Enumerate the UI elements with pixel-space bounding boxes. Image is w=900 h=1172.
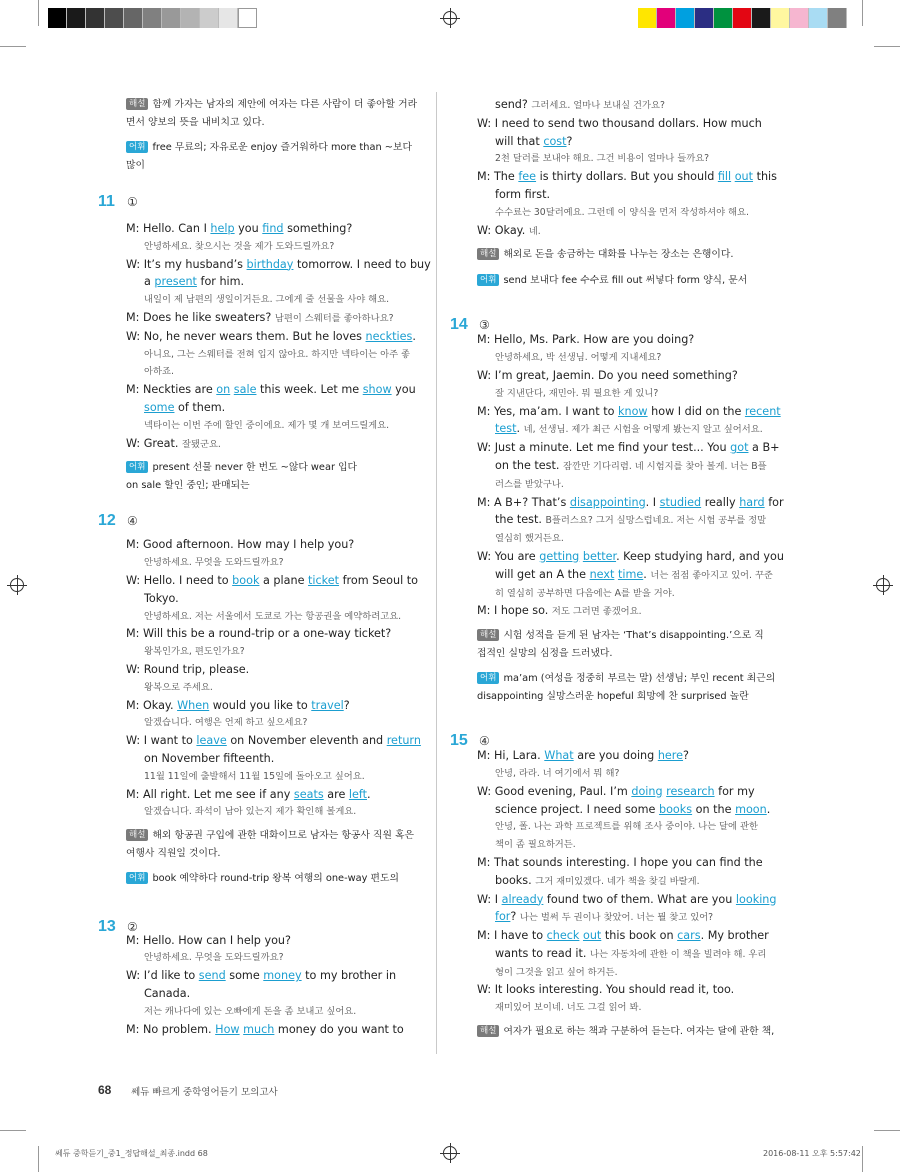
explanation-note: 접적인 실망의 심정을 드러냈다.	[477, 647, 613, 659]
dialogue-line: M: Does he like sweaters? 남편이 스웨터를 좋아하나요?	[126, 310, 394, 324]
crop-mark	[0, 1130, 26, 1131]
blank-answer: seats	[293, 787, 324, 801]
dialogue-line: W: Round trip, please.	[126, 662, 250, 676]
dialogue-line: M: All right. Let me see if any seats are left.	[126, 787, 371, 801]
translation: 안녕하세요, 박 선생님. 어떻게 지내세요?	[495, 352, 662, 364]
blank-answer: studied	[659, 495, 702, 509]
explanation-tag: 해설	[126, 829, 148, 841]
dialogue-line: W: It looks interesting. You should read it, too.	[477, 983, 735, 997]
vocabulary-tag: 어휘	[126, 141, 148, 153]
dialogue-line: will that cost?	[495, 134, 573, 148]
blank-answer: out	[734, 170, 754, 184]
translation: 히 열심히 공부하면 다음에는 A를 받을 거야.	[495, 587, 675, 599]
vocabulary-note: 많이	[126, 159, 145, 171]
vocabulary-note: disappointing 실망스러운 hopeful 희망에 찬 surprised 놀란	[477, 690, 749, 702]
dialogue-line: M: Yes, ma’am. I want to know how I did on the recent	[477, 404, 781, 418]
crop-mark	[874, 46, 900, 47]
explanation-note: 해설 해외 항공권 구입에 관한 대화이므로 남자는 항공사 직원 혹은	[126, 827, 426, 845]
blank-answer: recent	[744, 404, 781, 418]
dialogue-line: will get an A the next time. 너는 점점 좋아지고 있어. 꾸준	[495, 567, 773, 581]
print-timestamp: 2016-08-11 오후 5:57:42	[763, 1149, 861, 1158]
blank-answer: book	[232, 573, 260, 587]
blank-answer: check	[546, 929, 580, 943]
dialogue-line: M: Will this be a round-trip or a one-way ticket?	[126, 627, 392, 641]
blank-answer: When	[177, 698, 210, 712]
blank-answer: cost	[543, 134, 567, 148]
dialogue-line: W: Great. 잘됐군요.	[126, 436, 221, 450]
translation: 알겠습니다. 좌석이 남아 있는지 제가 확인해 볼게요.	[144, 806, 357, 818]
vocabulary-note: 어휘 free 무료의; 자유로운 enjoy 즐거워하다 more than ~보다	[126, 139, 426, 157]
vocabulary-note: 어휘 book 예약하다 round-trip 왕복 여행의 one-way 편도의	[126, 870, 426, 888]
blank-answer: some	[144, 400, 175, 414]
answer-11: ①	[127, 195, 138, 209]
blank-answer: out	[582, 929, 602, 943]
dialogue-line: some of them.	[144, 400, 226, 414]
translation: 내일이 제 남편의 생일이거든요. 그에게 줄 선물을 사야 해요.	[144, 294, 390, 306]
file-slug: 쎄듀 중학듣기_중1_정답해설_최종.indd 68	[55, 1149, 208, 1158]
dialogue-line: W: It’s my husband’s birthday tomorrow. I need to buy	[126, 257, 431, 271]
blank-answer: leave	[196, 734, 227, 748]
explanation-tag: 해설	[477, 629, 499, 641]
blank-answer: already	[501, 892, 544, 906]
explanation-note: 해설 해외로 돈을 송금하는 대화를 나누는 장소는 은행이다.	[477, 246, 777, 264]
answer-12: ④	[127, 514, 138, 528]
blank-answer: next	[589, 567, 615, 581]
crop-mark	[38, 1146, 39, 1172]
blank-answer: find	[262, 222, 284, 235]
blank-answer: test	[495, 422, 517, 436]
translation: 재미있어 보이네. 너도 그걸 읽어 봐.	[495, 1002, 642, 1014]
dialogue-line: form first.	[495, 187, 551, 201]
blank-answer: send	[198, 969, 226, 983]
blank-answer: research	[666, 784, 715, 798]
blank-answer: better	[582, 549, 617, 563]
translation: 안녕, 폴. 나는 과학 프로젝트를 위해 조사 중이야. 나는 달에 관한	[495, 821, 758, 833]
explanation-note: 해설 시험 성적을 듣게 된 남자는 ‘That’s disappointing.’으로 직	[477, 627, 777, 645]
answer-14: ③	[479, 318, 490, 332]
translation: 저는 캐나다에 있는 오빠에게 돈을 좀 보내고 싶어요.	[144, 1005, 357, 1017]
vocabulary-note: on sale 할인 중인; 판매되는	[126, 479, 250, 491]
book-title: 쎄듀 빠르게 중학영어듣기 모의고사	[131, 1087, 278, 1098]
dialogue-line: M: The fee is thirty dollars. But you should fill out this	[477, 170, 777, 184]
explanation-tag: 해설	[477, 248, 499, 260]
vocabulary-tag: 어휘	[477, 672, 499, 684]
blank-answer: neckties	[365, 329, 413, 343]
answer-15: ④	[479, 734, 490, 748]
vocabulary-note: 어휘 present 선물 never 한 번도 ~않다 wear 입다	[126, 459, 426, 477]
translation: 안녕, 라라. 너 여기에서 뭐 해?	[495, 767, 620, 779]
dialogue-line: science project. I need some books on the moon.	[495, 802, 771, 816]
dialogue-line: Canada.	[144, 987, 191, 1000]
crop-mark	[874, 1130, 900, 1131]
dialogue-line: M: Hello. How can I help you?	[126, 933, 291, 947]
crop-mark	[862, 0, 863, 26]
dialogue-line: books. 그거 재미있겠다. 네가 책을 찾길 바랄게.	[495, 873, 700, 887]
translation: 알겠습니다. 여행은 언제 하고 싶으세요?	[144, 717, 308, 729]
explanation-note: 여행사 직원일 것이다.	[126, 847, 221, 859]
translation: 수수료는 30달러예요. 그런데 이 양식을 먼저 작성하셔야 해요.	[495, 206, 749, 218]
blank-answer: moon	[735, 802, 767, 816]
left-column	[126, 96, 431, 1038]
translation: 2천 달러를 보내야 해요. 그건 비용이 얼마나 들까요?	[495, 153, 710, 165]
question-number-13: 13	[98, 918, 116, 935]
translation: 왕복으로 주세요.	[144, 681, 213, 693]
dialogue-line: M: Hello, Ms. Park. How are you doing?	[477, 333, 695, 347]
dialogue-line: W: I’m great, Jaemin. Do you need something?	[477, 368, 738, 382]
translation: 러스를 받았구나.	[495, 478, 564, 490]
translation: 열심히 했거든요.	[495, 533, 564, 545]
blank-answer: got	[730, 441, 749, 455]
translation: 넥타이는 이번 주에 할인 중이에요. 제가 몇 개 보여드릴게요.	[144, 419, 390, 431]
dialogue-line: W: I want to leave on November eleventh and return	[126, 734, 421, 748]
dialogue-line: W: Okay. 네.	[477, 223, 541, 237]
vocabulary-tag: 어휘	[126, 461, 148, 473]
vocabulary-note: 어휘 send 보내다 fee 수수료 fill out 써넣다 form 양식, 문서	[477, 272, 777, 290]
dialogue-line: W: Hello. I need to book a plane ticket from Seoul to	[126, 573, 418, 587]
dialogue-line: W: Good evening, Paul. I’m doing research for my	[477, 784, 755, 798]
column-divider	[436, 92, 437, 1054]
vocabulary-tag: 어휘	[126, 872, 148, 884]
blank-answer: time	[617, 567, 644, 581]
translation: 왕복인가요, 편도인가요?	[144, 646, 245, 658]
registration-mark-bottom	[443, 1146, 457, 1160]
blank-answer: present	[154, 275, 197, 289]
dialogue-line: wants to read it. 나는 자동차에 관한 이 책을 빌려야 해. 우리	[495, 946, 767, 960]
question-number-15: 15	[450, 732, 468, 749]
dialogue-line: W: Just a minute. Let me find your test... You got a B+	[477, 441, 780, 455]
translation: 안녕하세요. 저는 서울에서 도쿄로 가는 항공권을 예약하려고요.	[144, 610, 402, 622]
blank-answer: here	[657, 749, 684, 763]
blank-answer: for	[495, 910, 511, 924]
translation: 안녕하세요. 무엇을 도와드릴까요?	[144, 557, 284, 569]
translation: 잘 지낸단다, 재민아. 뭐 필요한 게 있니?	[495, 387, 659, 399]
crop-mark	[862, 1146, 863, 1172]
blank-answer: fill	[717, 170, 732, 184]
dialogue-line: M: A B+? That’s disappointing. I studied really hard for	[477, 495, 784, 509]
translation: 아니요, 그는 스웨터를 전혀 입지 않아요. 하지만 넥타이는 아주 좋	[144, 348, 411, 360]
blank-answer: much	[243, 1022, 275, 1036]
blank-answer: travel	[311, 698, 344, 712]
dialogue-line: Tokyo.	[144, 591, 179, 605]
dialogue-line: W: You are getting better. Keep studying hard, and you	[477, 549, 784, 563]
dialogue-line: W: No, he never wears them. But he loves neckties.	[126, 329, 416, 343]
dialogue-line: a present for him.	[144, 275, 245, 289]
dialogue-line: W: I already found two of them. What are you looking	[477, 892, 777, 906]
registration-mark-left	[10, 578, 24, 592]
translation: 안녕하세요. 무엇을 도와드릴까요?	[144, 952, 284, 964]
color-bar	[638, 8, 847, 28]
dialogue-line: M: I have to check out this book on cars. My brother	[477, 929, 769, 943]
blank-answer: on	[216, 383, 231, 397]
dialogue-line: M: That sounds interesting. I hope you can find the	[477, 855, 763, 869]
translation: 책이 좀 필요하거든.	[495, 839, 576, 851]
blank-answer: money	[263, 969, 302, 983]
translation: 안녕하세요. 찾으시는 것을 제가 도와드릴까요?	[144, 240, 335, 252]
blank-answer: disappointing	[569, 495, 646, 509]
explanation-note: 해설 함께 가자는 남자의 제안에 여자는 다른 사람이 더 좋아할 거라	[126, 96, 426, 114]
translation: 아하죠.	[144, 366, 174, 378]
blank-answer: help	[210, 222, 235, 235]
dialogue-line: on November fifteenth.	[144, 751, 275, 765]
dialogue-line: M: I hope so. 저도 그러면 좋겠어요.	[477, 604, 642, 618]
explanation-tag: 해설	[126, 98, 148, 110]
dialogue-line: M: Neckties are on sale this week. Let me show you	[126, 383, 416, 397]
dialogue-line: W: I need to send two thousand dollars. How much	[477, 116, 762, 130]
vocabulary-tag: 어휘	[477, 274, 499, 286]
dialogue-line: M: Good afternoon. How may I help you?	[126, 538, 355, 552]
blank-answer: hard	[739, 495, 765, 509]
blank-answer: sale	[233, 383, 257, 397]
blank-answer: show	[362, 383, 392, 397]
blank-answer: doing	[631, 784, 663, 798]
dialogue-line: the test. B플러스요? 그거 실망스럽네요. 저는 시험 공부를 정말	[495, 513, 767, 527]
blank-answer: birthday	[246, 257, 294, 271]
registration-mark-right	[876, 578, 890, 592]
blank-answer: How	[215, 1022, 240, 1036]
blank-answer: cars	[677, 929, 701, 943]
dialogue-line: test. 네, 선생님. 제가 최근 시험을 어떻게 봤는지 알고 싶어서요.	[495, 422, 763, 436]
dialogue-line: for? 나는 벌써 두 권이나 찾았어. 너는 뭘 찾고 있어?	[495, 910, 714, 924]
explanation-note: 면서 양보의 뜻을 내비치고 있다.	[126, 116, 265, 128]
blank-answer: return	[386, 734, 421, 748]
question-number-11: 11	[98, 193, 115, 210]
blank-answer: getting	[539, 549, 580, 563]
translation: 형이 그것을 읽고 싶어 하거든.	[495, 966, 618, 978]
dialogue-line: M: Okay. When would you like to travel?	[126, 698, 350, 712]
page-number: 68	[98, 1083, 112, 1097]
blank-answer: looking	[735, 892, 777, 906]
answer-13: ②	[127, 920, 138, 934]
dialogue-line: M: Hello. Can I help you find something?	[126, 222, 353, 235]
crop-mark	[38, 0, 39, 26]
blank-answer: ticket	[308, 573, 340, 587]
blank-answer: fee	[518, 170, 537, 184]
explanation-tag: 해설	[477, 1025, 499, 1037]
crop-mark	[0, 46, 26, 47]
dialogue-line: send? 그러세요. 얼마나 보내실 건가요?	[495, 98, 665, 111]
registration-mark-top	[443, 11, 457, 25]
vocabulary-note: 어휘 ma’am (여성을 정중히 부르는 말) 선생님; 부인 recent 최근의	[477, 670, 777, 688]
blank-answer: know	[618, 404, 648, 418]
dialogue-line: W: I’d like to send some money to my brother in	[126, 969, 397, 983]
question-number-12: 12	[98, 512, 116, 529]
dialogue-line: M: Hi, Lara. What are you doing here?	[477, 749, 689, 763]
question-number-14: 14	[450, 316, 468, 333]
blank-answer: left	[348, 787, 368, 801]
translation: 11월 11일에 출발해서 11월 15일에 돌아오고 싶어요.	[144, 770, 365, 782]
dialogue-line: M: No problem. How much money do you want to	[126, 1022, 404, 1036]
blank-answer: books	[658, 802, 693, 816]
explanation-note: 해설 여자가 필요로 하는 책과 구분하여 듣는다. 여자는 달에 관한 책,	[477, 1023, 777, 1041]
dialogue-line: on the test. 잠깐만 기다리렴. 네 시험지를 찾아 볼게. 너는 B플	[495, 458, 767, 472]
right-column	[477, 96, 784, 1041]
grayscale-bar	[48, 8, 257, 28]
blank-answer: What	[544, 749, 574, 763]
